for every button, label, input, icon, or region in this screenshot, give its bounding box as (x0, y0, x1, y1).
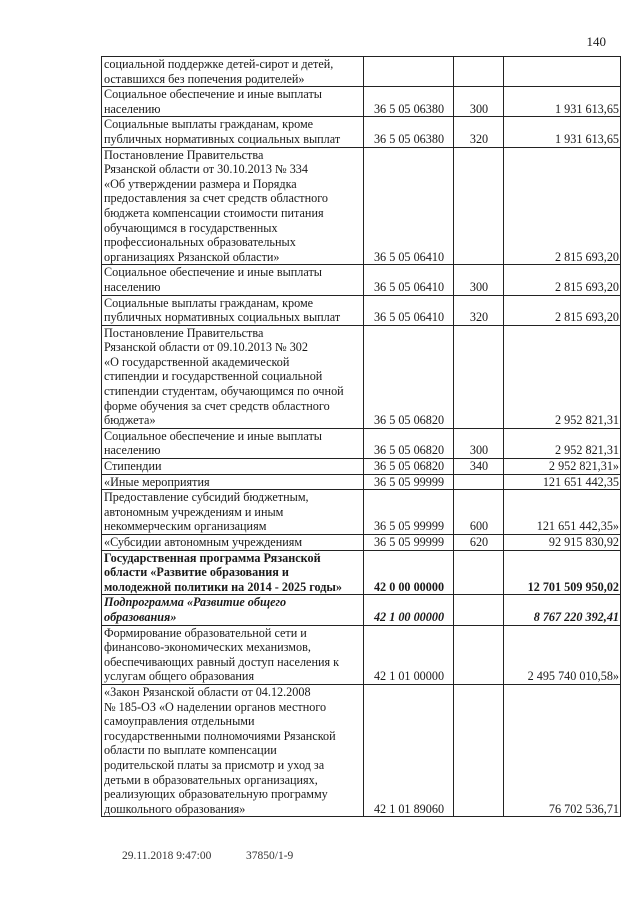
row-code-cell: 36 5 05 06820 (364, 325, 454, 428)
row-code-cell: 36 5 05 06410 (364, 295, 454, 325)
row-type-cell (454, 625, 504, 684)
table-row (102, 535, 621, 551)
table-row (102, 147, 621, 265)
row-code-cell: 36 5 05 06410 (364, 147, 454, 265)
row-type-cell: 620 (454, 535, 504, 551)
row-type-cell: 300 (454, 265, 504, 295)
row-name-cell: Социальные выплаты гражданам, кроме публичных нормативных социальных выплат (102, 295, 364, 325)
row-name-cell: Постановление Правительства Рязанской области от 30.10.2013 № 334 «Об утверждении размера и Порядка предоставления за счет средств областного бюджета компенсации стоимости питания обучающимся в государственных профессиональных образовательных организациях Рязанской области» (102, 147, 364, 265)
row-name-cell: «Закон Рязанской области от 04.12.2008 № 185-ОЗ «О наделении органов местного самоуправления отдельными государственными полномочиями Рязанской области по выплате компенсации родительской платы за присмотр и уход за детьми в образовательных организациях, реализующих образовательную программу дошкольного образования» (102, 684, 364, 816)
row-type-cell: 600 (454, 490, 504, 535)
row-code-cell (364, 57, 454, 87)
table-row (102, 87, 621, 117)
table-row (102, 295, 621, 325)
row-type-cell: 320 (454, 295, 504, 325)
row-name-cell: Стипендии (102, 459, 364, 475)
row-name-cell: Государственная программа Рязанской области «Развитие образования и молодежной политики на 2014 - 2025 годы» (102, 550, 364, 595)
row-type-cell (454, 684, 504, 816)
row-name-cell: Социальное обеспечение и иные выплаты населению (102, 87, 364, 117)
row-amount-cell: 1 931 613,65 (504, 87, 621, 117)
row-amount-cell: 2 952 821,31 (504, 325, 621, 428)
row-amount-cell: 121 651 442,35 (504, 474, 621, 490)
row-amount-cell: 1 931 613,65 (504, 117, 621, 147)
row-amount-cell: 2 495 740 010,58» (504, 625, 621, 684)
row-amount-cell: 8 767 220 392,41 (504, 595, 621, 625)
row-amount-cell: 92 915 830,92 (504, 535, 621, 551)
row-code-cell: 36 5 05 99999 (364, 474, 454, 490)
table-row (102, 625, 621, 684)
table-row (102, 595, 621, 625)
table-row (102, 490, 621, 535)
row-code-cell: 36 5 05 06820 (364, 428, 454, 458)
table-row (102, 684, 621, 816)
row-name-cell: Социальные выплаты гражданам, кроме публичных нормативных социальных выплат (102, 117, 364, 147)
row-amount-cell: 12 701 509 950,02 (504, 550, 621, 595)
row-name-cell: Формирование образовательной сети и финансово-экономических механизмов, обеспечивающих равный доступ населения к услугам общего образования (102, 625, 364, 684)
row-type-cell: 300 (454, 87, 504, 117)
row-code-cell: 42 1 00 00000 (364, 595, 454, 625)
footer-document-code: 37850/1-9 (246, 850, 294, 862)
row-amount-cell: 121 651 442,35» (504, 490, 621, 535)
row-code-cell: 42 0 00 00000 (364, 550, 454, 595)
budget-table (101, 56, 621, 817)
row-name-cell: социальной поддержке детей-сирот и детей, оставшихся без попечения родителей» (102, 57, 364, 87)
table-row (102, 428, 621, 458)
row-code-cell: 42 1 01 89060 (364, 684, 454, 816)
row-code-cell: 36 5 05 06820 (364, 459, 454, 475)
row-amount-cell: 2 815 693,20 (504, 265, 621, 295)
row-code-cell: 36 5 05 99999 (364, 490, 454, 535)
row-amount-cell: 2 952 821,31» (504, 459, 621, 475)
table-row (102, 474, 621, 490)
table-row (102, 117, 621, 147)
budget-table-body (102, 57, 621, 817)
row-amount-cell: 76 702 536,71 (504, 684, 621, 816)
table-row (102, 325, 621, 428)
row-type-cell (454, 474, 504, 490)
row-type-cell: 340 (454, 459, 504, 475)
row-type-cell (454, 325, 504, 428)
row-code-cell: 36 5 05 06380 (364, 87, 454, 117)
page-number: 140 (586, 34, 606, 49)
row-code-cell: 42 1 01 00000 (364, 625, 454, 684)
row-amount-cell: 2 815 693,20 (504, 147, 621, 265)
row-type-cell: 320 (454, 117, 504, 147)
row-type-cell (454, 595, 504, 625)
table-row (102, 459, 621, 475)
row-code-cell: 36 5 05 06410 (364, 265, 454, 295)
table-row (102, 57, 621, 87)
row-name-cell: Постановление Правительства Рязанской области от 09.10.2013 № 302 «О государственной академической стипендии и государственной социальной стипендии студентам, обучающимся по очной форме обучения за счет средств областного бюджета» (102, 325, 364, 428)
row-code-cell: 36 5 05 06380 (364, 117, 454, 147)
table-row (102, 550, 621, 595)
row-name-cell: Социальное обеспечение и иные выплаты населению (102, 265, 364, 295)
row-name-cell: Социальное обеспечение и иные выплаты населению (102, 428, 364, 458)
row-type-cell (454, 550, 504, 595)
footer-datetime: 29.11.2018 9:47:00 (122, 850, 212, 862)
row-name-cell: Подпрограмма «Развитие общего образования» (102, 595, 364, 625)
row-name-cell: «Субсидии автономным учреждениям (102, 535, 364, 551)
row-type-cell (454, 57, 504, 87)
row-type-cell: 300 (454, 428, 504, 458)
row-name-cell: «Иные мероприятия (102, 474, 364, 490)
row-amount-cell (504, 57, 621, 87)
row-code-cell: 36 5 05 99999 (364, 535, 454, 551)
row-type-cell (454, 147, 504, 265)
row-amount-cell: 2 952 821,31 (504, 428, 621, 458)
row-amount-cell: 2 815 693,20 (504, 295, 621, 325)
table-row (102, 265, 621, 295)
row-name-cell: Предоставление субсидий бюджетным, автономным учреждениям и иным некоммерческим организациям (102, 490, 364, 535)
